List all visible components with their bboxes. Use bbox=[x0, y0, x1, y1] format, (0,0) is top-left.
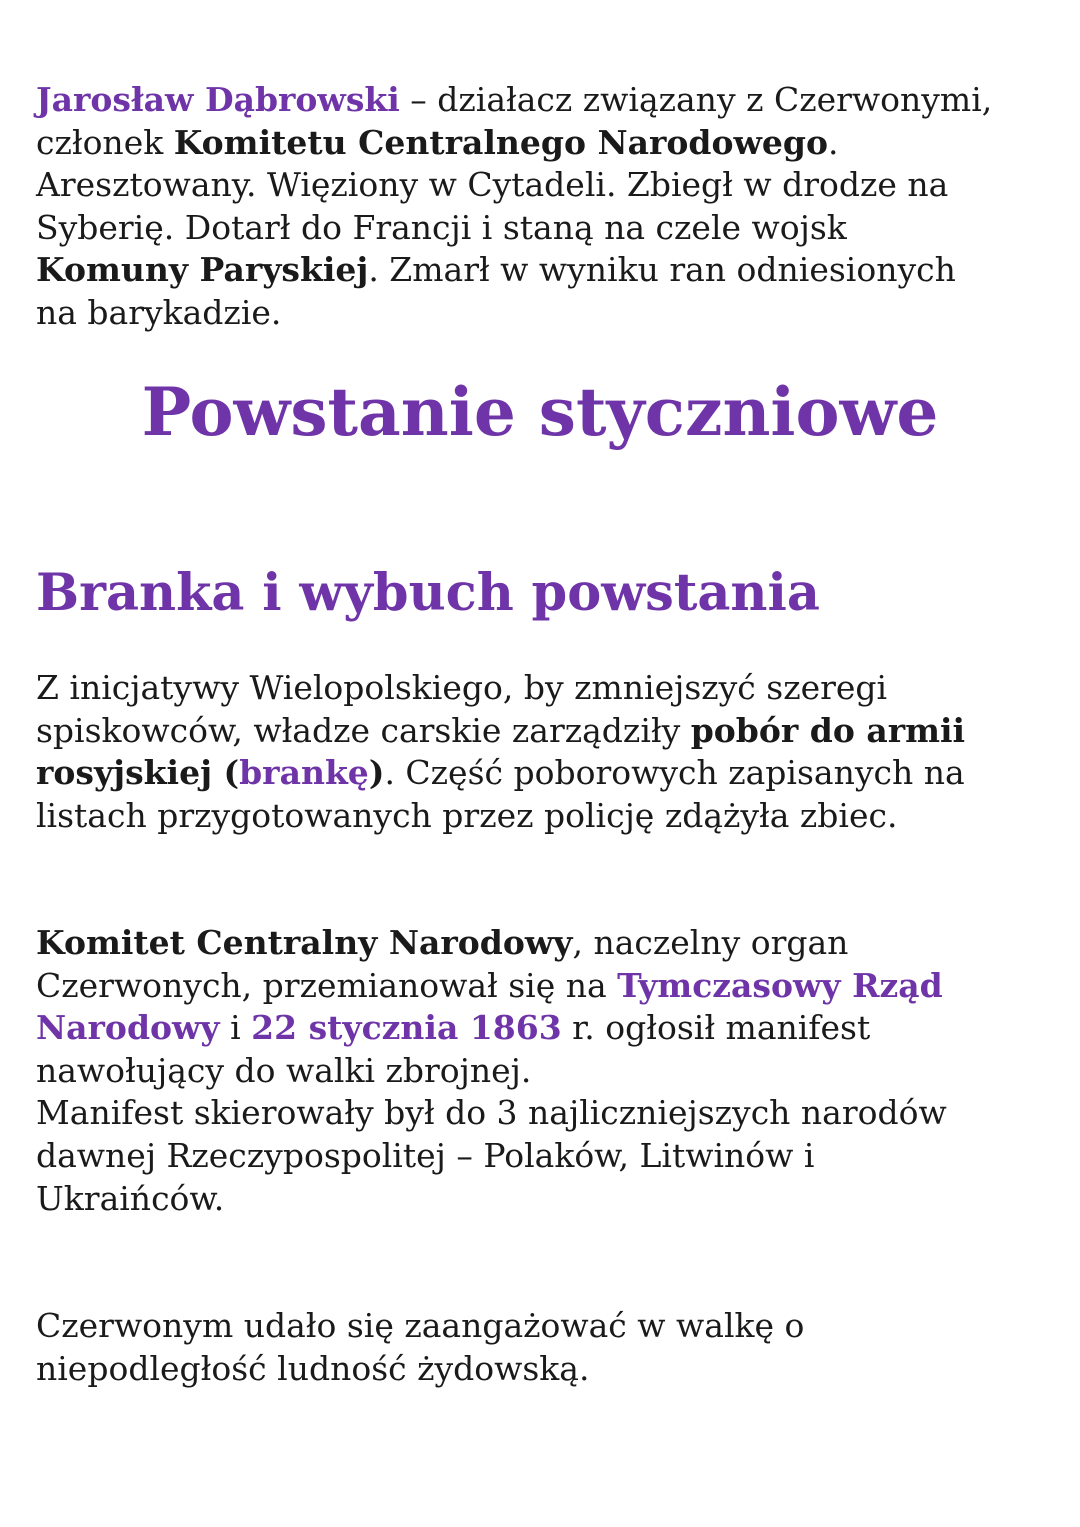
page-title: Powstanie styczniowe bbox=[141, 373, 939, 451]
paragraph-manifest bbox=[36, 922, 1056, 1220]
text-line bbox=[36, 122, 1056, 165]
text-line: nawołujący do walki zbrojnej. bbox=[36, 1050, 532, 1090]
text-span: , naczelny organ bbox=[572, 923, 849, 962]
text-line: niepodległość ludność żydowską. bbox=[36, 1348, 590, 1388]
text-line bbox=[36, 79, 1056, 122]
text-line: Z inicjatywy Wielopolskiego, by zmniejszyć szeregi bbox=[36, 668, 888, 707]
text-line: Syberię. Dotarł do Francji i staną na czele wojsk bbox=[36, 207, 847, 247]
text-span: . bbox=[827, 122, 839, 162]
text-span: członek bbox=[36, 122, 174, 162]
bold-term: Komuny Paryskiej bbox=[36, 250, 369, 290]
text-span: spiskowców, władze carskie zarządziły bbox=[36, 710, 691, 750]
text-span: . Zmarł w wyniku ran odniesionych bbox=[368, 250, 956, 290]
bold-term: pobór do armii bbox=[690, 710, 966, 750]
highlight-term: Narodowy bbox=[36, 1008, 220, 1048]
text-line: Ukraińców. bbox=[36, 1178, 225, 1218]
text-span: . Część poborowych zapisanych na bbox=[384, 753, 965, 793]
paragraph-jewish bbox=[36, 1305, 1056, 1390]
text-line bbox=[36, 710, 1056, 753]
bold-term: ) bbox=[368, 753, 385, 793]
paragraph-branka bbox=[36, 667, 1056, 837]
text-line: Manifest skierowały był do 3 najliczniejszych narodów bbox=[36, 1093, 947, 1133]
text-line: listach przygotowanych przez policję zdążyła zbiec. bbox=[36, 795, 898, 835]
text-span: – działacz związany z Czerwonymi, bbox=[399, 80, 993, 119]
text-line: na barykadzie. bbox=[36, 292, 282, 332]
bold-term: Komitet Centralny Narodowy bbox=[36, 923, 573, 962]
text-line: Aresztowany. Więziony w Cytadeli. Zbiegł w drodze na bbox=[36, 165, 949, 205]
text-span: Czerwonych, przemianował się na bbox=[36, 965, 618, 1005]
highlight-term: brankę bbox=[239, 753, 369, 793]
text-line bbox=[36, 249, 1056, 292]
text-span: r. ogłosił manifest bbox=[561, 1008, 871, 1048]
text-line: dawnej Rzeczypospolitej – Polaków, Litwinów i bbox=[36, 1135, 815, 1175]
text-line bbox=[36, 965, 1056, 1008]
highlight-term: Tymczasowy Rząd bbox=[617, 965, 943, 1005]
text-line bbox=[36, 752, 1056, 795]
text-line bbox=[36, 1007, 1056, 1050]
highlight-date: 22 stycznia 1863 bbox=[251, 1008, 562, 1048]
text-span: i bbox=[219, 1008, 252, 1048]
bio-paragraph bbox=[36, 79, 1056, 335]
person-name: Jarosław Dąbrowski bbox=[36, 80, 400, 119]
bold-term: rosyjskiej ( bbox=[36, 753, 240, 793]
text-line: Czerwonym udało się zaangażować w walkę o bbox=[36, 1306, 805, 1345]
bold-term: Komitetu Centralnego Narodowego bbox=[173, 122, 828, 162]
section-heading: Branka i wybuch powstania bbox=[36, 563, 820, 623]
text-line bbox=[36, 922, 1056, 965]
